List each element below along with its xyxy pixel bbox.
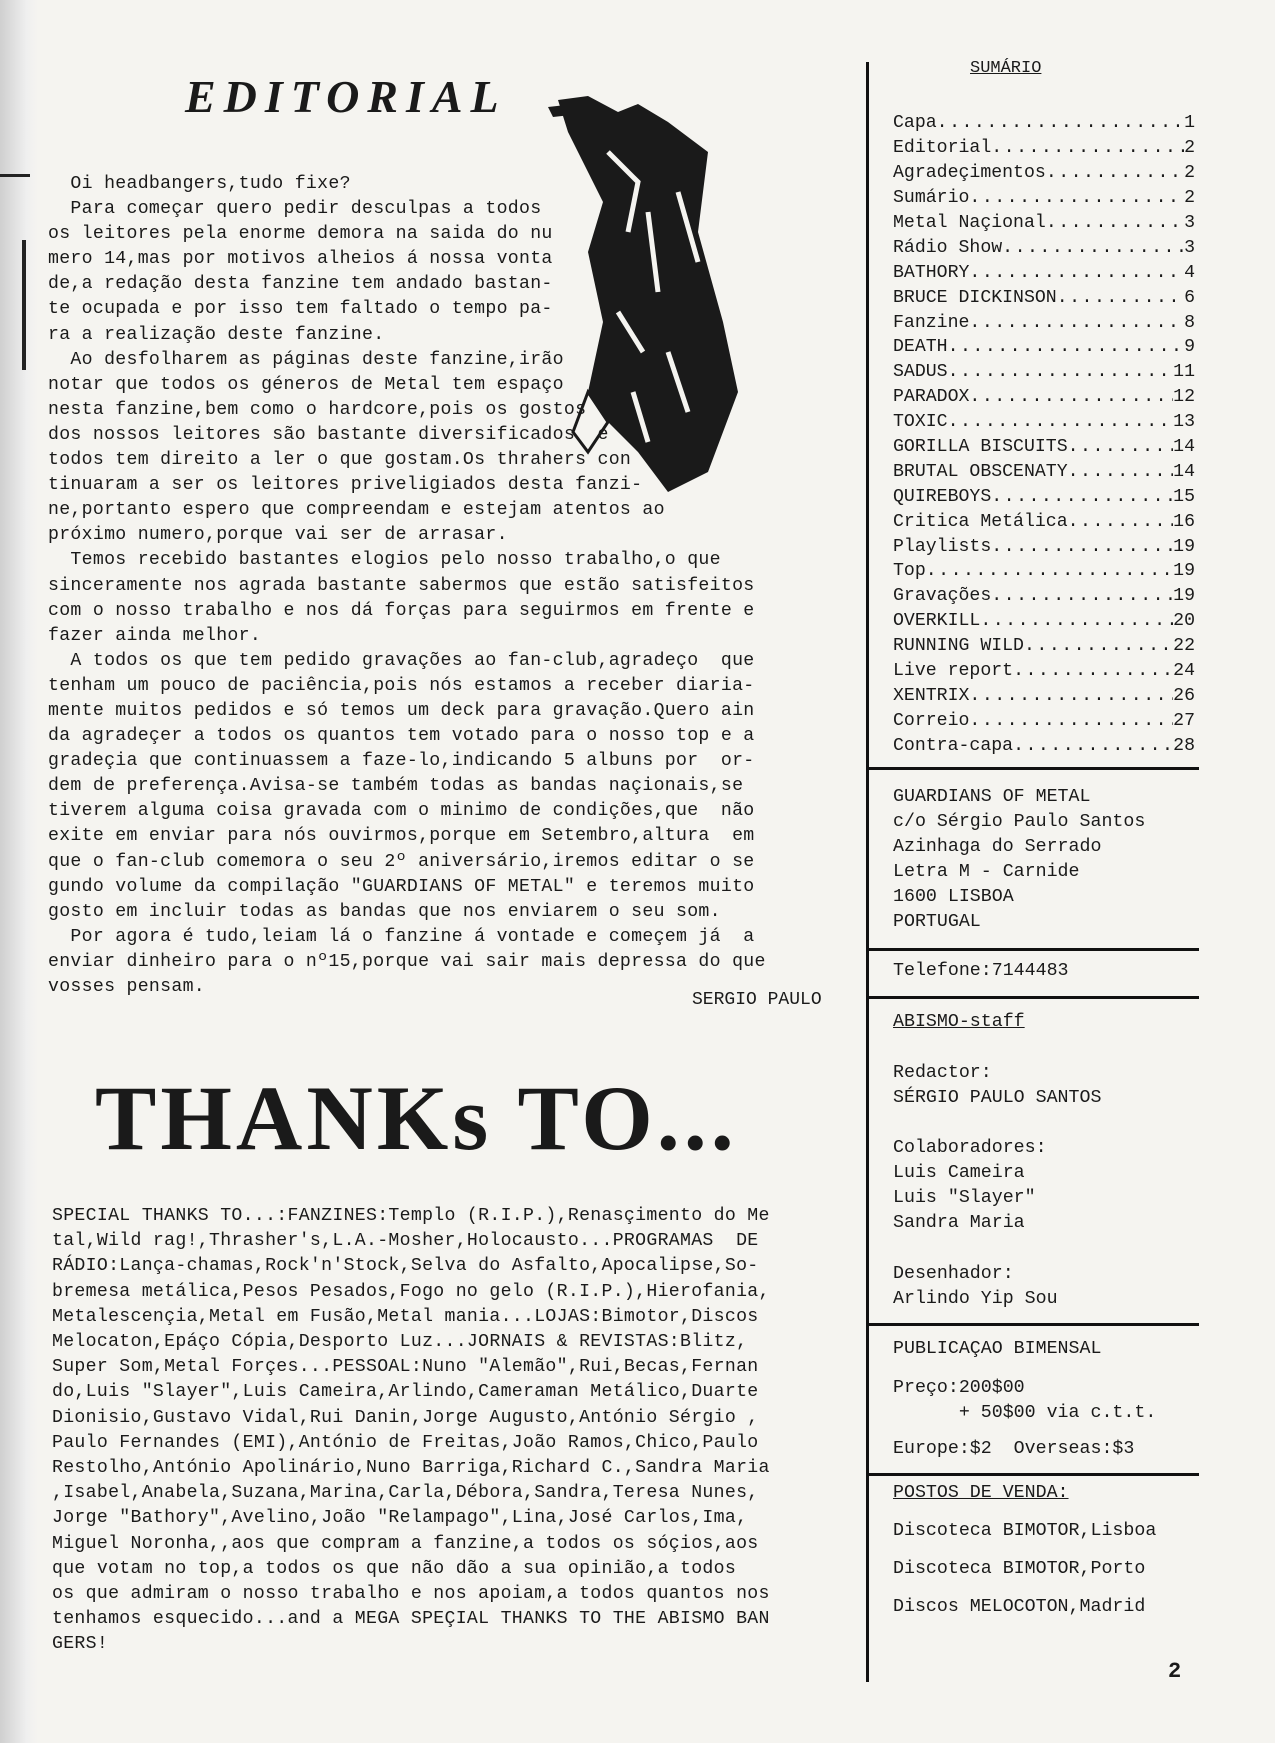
colaboradores-label: Colaboradores: — [893, 1138, 1047, 1158]
sumario-item-leader — [1046, 213, 1184, 233]
sumario-item — [893, 260, 1195, 285]
sumario-item-page: 28 — [1173, 735, 1195, 756]
sumario-item-leader — [937, 113, 1184, 133]
divider — [866, 1473, 1199, 1476]
sumario-item-title: PARADOX — [893, 387, 970, 408]
sumario-item-leader — [1013, 661, 1173, 681]
sumario-item-leader — [969, 711, 1173, 731]
sumario-item-page: 19 — [1173, 561, 1195, 582]
sumario-title: SUMÁRIO — [970, 59, 1042, 78]
europe-overseas: Europe:$2 Overseas:$3 — [893, 1439, 1135, 1459]
sumario-item-page: 14 — [1173, 437, 1195, 458]
sumario-item-page: 16 — [1173, 511, 1195, 532]
sumario-item-title: Fanzine — [893, 312, 970, 333]
sumario-item-title: Agradeçimentos — [893, 163, 1046, 184]
sumario-item — [893, 708, 1195, 733]
sumario-item — [893, 509, 1195, 534]
sumario-item-leader — [991, 537, 1173, 557]
sumario-item-page: 15 — [1173, 486, 1195, 507]
sumario-item-leader — [991, 138, 1184, 158]
divider — [866, 996, 1199, 999]
sumario-item-title: Editorial — [893, 138, 992, 159]
sumario-item-page: 19 — [1173, 586, 1195, 607]
sumario-item-title: Sumário — [893, 188, 970, 209]
sumario-item-title: XENTRIX — [893, 685, 970, 706]
sumario-item-page: 19 — [1173, 536, 1195, 557]
column-divider — [866, 62, 869, 1682]
sumario-item-title: Contra-capa — [893, 735, 1014, 756]
divider — [866, 767, 1199, 770]
sumario-item — [893, 360, 1195, 385]
sumario-item — [893, 609, 1195, 634]
sumario-item-leader — [926, 561, 1173, 581]
desenhador-label: Desenhador: — [893, 1264, 1014, 1284]
sumario-item-title: Live report — [893, 661, 1014, 682]
sumario-item-page: 24 — [1173, 661, 1195, 682]
sumario-item — [893, 136, 1195, 161]
editorial-body: Oi headbangers,tudo fixe? Para começar quero pedir desculpas a todos os leitores pela enorme demora na saida do nu mero 14,mas por motivos alheios á nossa vonta de,a redação desta fanzine tem andado bastan- te ocupada e por isso tem faltado o tempo pa- ra a realização deste fanzine. Ao desfolharem as páginas deste fanzine,irão notar que todos os géneros de Metal tem espaço nesta fanzine,bem como o hardcore,pois os gostos dos nossos leitores são bastante diversificados e todos tem direito a ler o que gostam.Os thrahers con tinuaram a ser os leitores priveligiados desta fanzi- ne,portanto espero que compreendam e estejam atentos ao próximo numero,porque vai ser de arrasar. Temos recebido bastantes elogios pelo nosso trabalho,o que sinceramente nos agrada bastante sabermos que estão satisfeitos com o nosso trabalho e nos dá forças para seguirmos em frente e fazer ainda melhor. A todos os que tem pedido gravações ao fan-club,agradeço que tenham um pouco de paciência,pois nós estamos a receber diaria- mente muitos pedidos e só temos um deck para gravação.Quero ain da agradeçer a todos os quantos tem votado para o nosso top e a gradeçia que continuassem a faze-lo,indicando 5 albuns por or- dem de preferença.Avisa-se também todas as bandas naçionais,se tiverem alguma coisa gravada com o minimo de condições,que não exite em enviar para nós ouvirmos,porque em Setembro,altura em que o fan-club comemora o seu 2º aniversário,iremos editar o se gundo volume da compilação "GUARDIANS OF METAL" e teremos muito gosto em incluir todas as bandas que nos enviarem o seu som. Por agora é tudo,leiam lá o fanzine á vontade e começem já a enviar dinheiro para o nº15,porque vai sair mais depressa do que vosses pensam. — [48, 174, 766, 997]
sumario-item-leader — [1068, 437, 1174, 457]
sumario-item-page: 9 — [1184, 337, 1195, 358]
sumario-item-leader — [1068, 512, 1174, 532]
sumario-item-page: 26 — [1173, 685, 1195, 706]
sumario-item-title: BRUTAL OBSCENATY — [893, 461, 1068, 482]
sumario-item-title: TOXIC — [893, 412, 948, 433]
sumario-item-page: 3 — [1184, 237, 1195, 258]
sumario-item-leader — [969, 686, 1173, 706]
sumario-item — [893, 584, 1195, 609]
sumario-item-title: DEATH — [893, 337, 948, 358]
sumario-item-title: Correio — [893, 710, 970, 731]
sumario-item — [893, 285, 1195, 310]
sumario-item-leader — [1013, 736, 1173, 756]
sumario-item-leader — [948, 362, 1174, 382]
sumario-item-leader — [969, 188, 1184, 208]
sumario-item-title: Gravações — [893, 586, 992, 607]
sumario-item-leader — [1046, 163, 1184, 183]
sumario-item-leader — [969, 263, 1184, 283]
divider — [866, 1323, 1199, 1326]
address-block: GUARDIANS OF METAL c/o Sérgio Paulo Santos Azinhaga do Serrado Letra M - Carnide 1600 LISBOA PORTUGAL — [893, 787, 1146, 932]
sumario-item-leader — [991, 487, 1173, 507]
sumario-item — [893, 111, 1195, 136]
divider — [866, 948, 1199, 951]
sumario-item-title: RUNNING WILD — [893, 636, 1024, 657]
sumario-item — [893, 484, 1195, 509]
redactor-label: Redactor: — [893, 1063, 992, 1083]
postos-list: Discoteca BIMOTOR,Lisboa Discoteca BIMOTOR,Porto Discos MELOCOTON,Madrid — [893, 1521, 1157, 1617]
page-edge-shadow — [0, 0, 38, 1743]
sumario-item — [893, 186, 1195, 211]
publication-title: PUBLICAÇAO BIMENSAL — [893, 1339, 1102, 1359]
sumario-item-title: Critica Metálica — [893, 511, 1068, 532]
sumario-item-page: 12 — [1173, 387, 1195, 408]
sumario-item-page: 14 — [1173, 461, 1195, 482]
sumario-item — [893, 161, 1195, 186]
postos-title: POSTOS DE VENDA: — [893, 1483, 1069, 1503]
edge-mark — [0, 174, 30, 177]
sumario-item-page: 20 — [1173, 611, 1195, 632]
sumario-item-page: 4 — [1184, 262, 1195, 283]
sumario-item-page: 6 — [1184, 287, 1195, 308]
sumario-item — [893, 385, 1195, 410]
thanks-body: SPECIAL THANKS TO...:FANZINES:Templo (R.I.P.),Renasçimento do Me tal,Wild rag!,Thrasher's,L.A.-Mosher,Holocausto...PROGRAMAS DE RÁDIO:Lança-chamas,Rock'n'Stock,Selva do Asfalto,Apocalipse,So- bremesa metálica,Pesos Pesados,Fogo no gelo (R.I.P.),Hierofania, Metalescençia,Metal em Fusão,Metal mania...LOJAS:Bimotor,Discos Melocaton,Epáço Cópia,Desporto Luz...JORNAIS & REVISTAS:Blitz, Super Som,Metal Forçes...PESSOAL:Nuno "Alemão",Rui,Becas,Fernan do,Luis "Slayer",Luis Cameira,Arlindo,Cameraman Metálico,Duarte Dionisio,Gustavo Vidal,Rui Danin,Jorge Augusto,António Sérgio , Paulo Fernandes (EMI),António de Freitas,João Ramos,Chico,Paulo Restolho,António Apolinário,Nuno Barriga,Richard C.,Sandra Maria ,Isabel,Anabela,Suzana,Marina,Carla,Débora,Sandra,Teresa Nunes, Jorge "Bathory",Avelino,João "Relampago",Lina,José Carlos,Ima, Miguel Noronha,,aos que compram a fanzine,a todos os sóçios,aos que votam no top,a todos os que não dão a sua opinião,a todos os que admiram o nosso trabalho e nos apoiam,a todos quantos nos tenhamos esquecido...and a MEGA SPEÇIAL THANKS TO THE ABISMO BAN GERS! — [52, 1206, 770, 1655]
sumario-item-title: SADUS — [893, 362, 948, 383]
thanks-title: THANKs TO... — [95, 1067, 738, 1169]
desenhador-name: Arlindo Yip Sou — [893, 1289, 1058, 1309]
sumario-item — [893, 634, 1195, 659]
sumario-item-page: 3 — [1184, 213, 1195, 233]
sumario-item — [893, 235, 1195, 260]
sumario-item-page: 22 — [1173, 636, 1195, 657]
redactor-name: SÉRGIO PAULO SANTOS — [893, 1088, 1102, 1108]
sumario-item — [893, 733, 1195, 758]
sumario-item — [893, 559, 1195, 584]
sumario-item-leader — [1068, 462, 1174, 482]
editorial-signature: SERGIO PAULO — [692, 990, 822, 1010]
sumario-item-leader — [969, 313, 1184, 333]
sumario-item-page: 2 — [1184, 138, 1195, 159]
sumario-item-title: Top — [893, 561, 926, 582]
sumario-item-title: Metal Naçional — [893, 213, 1046, 233]
sumario-item-page: 13 — [1173, 412, 1195, 433]
sumario-item — [893, 459, 1195, 484]
sumario-item — [893, 659, 1195, 684]
sumario-item-page: 11 — [1173, 362, 1195, 383]
sumario-item-leader — [991, 586, 1173, 606]
sumario-item — [893, 534, 1195, 559]
sumario-item — [893, 310, 1195, 335]
sumario-item — [893, 211, 1195, 236]
sumario-list — [893, 111, 1195, 758]
edge-mark — [22, 240, 26, 370]
sumario-item-leader — [948, 412, 1174, 432]
sumario-item-page: 8 — [1184, 312, 1195, 333]
sumario-item-leader — [948, 337, 1185, 357]
page-number: 2 — [1168, 1659, 1182, 1684]
editorial-title: EDITORIAL — [185, 71, 507, 122]
sumario-item — [893, 410, 1195, 435]
sumario-item-title: BATHORY — [893, 262, 970, 283]
sumario-item — [893, 435, 1195, 460]
sumario-item-title: OVERKILL — [893, 611, 981, 632]
sumario-item-leader — [1002, 238, 1184, 258]
sumario-item-leader — [1024, 636, 1173, 656]
sumario-item-title: Capa — [893, 113, 937, 134]
sumario-item-page: 2 — [1184, 188, 1195, 209]
sumario-item-title: GORILLA BISCUITS — [893, 437, 1068, 458]
sumario-item-page: 1 — [1184, 113, 1195, 134]
sumario-item-page: 2 — [1184, 163, 1195, 184]
sumario-item — [893, 335, 1195, 360]
sumario-item-title: QUIREBOYS — [893, 486, 992, 507]
sumario-item-leader — [1057, 288, 1184, 308]
sumario-item-title: Playlists — [893, 536, 992, 557]
sumario-item-leader — [969, 387, 1173, 407]
colaboradores-names: Luis Cameira Luis "Slayer" Sandra Maria — [893, 1163, 1036, 1233]
sumario-item — [893, 683, 1195, 708]
sumario-item-leader — [980, 611, 1173, 631]
sumario-item-title: BRUCE DICKINSON — [893, 287, 1057, 308]
telefone: Telefone:7144483 — [893, 961, 1069, 981]
preco: Preço:200$00 + 50$00 via c.t.t. — [893, 1378, 1157, 1423]
sumario-item-page: 27 — [1173, 710, 1195, 731]
staff-title: ABISMO-staff — [893, 1012, 1025, 1032]
sumario-item-title: Rádio Show — [893, 237, 1003, 258]
